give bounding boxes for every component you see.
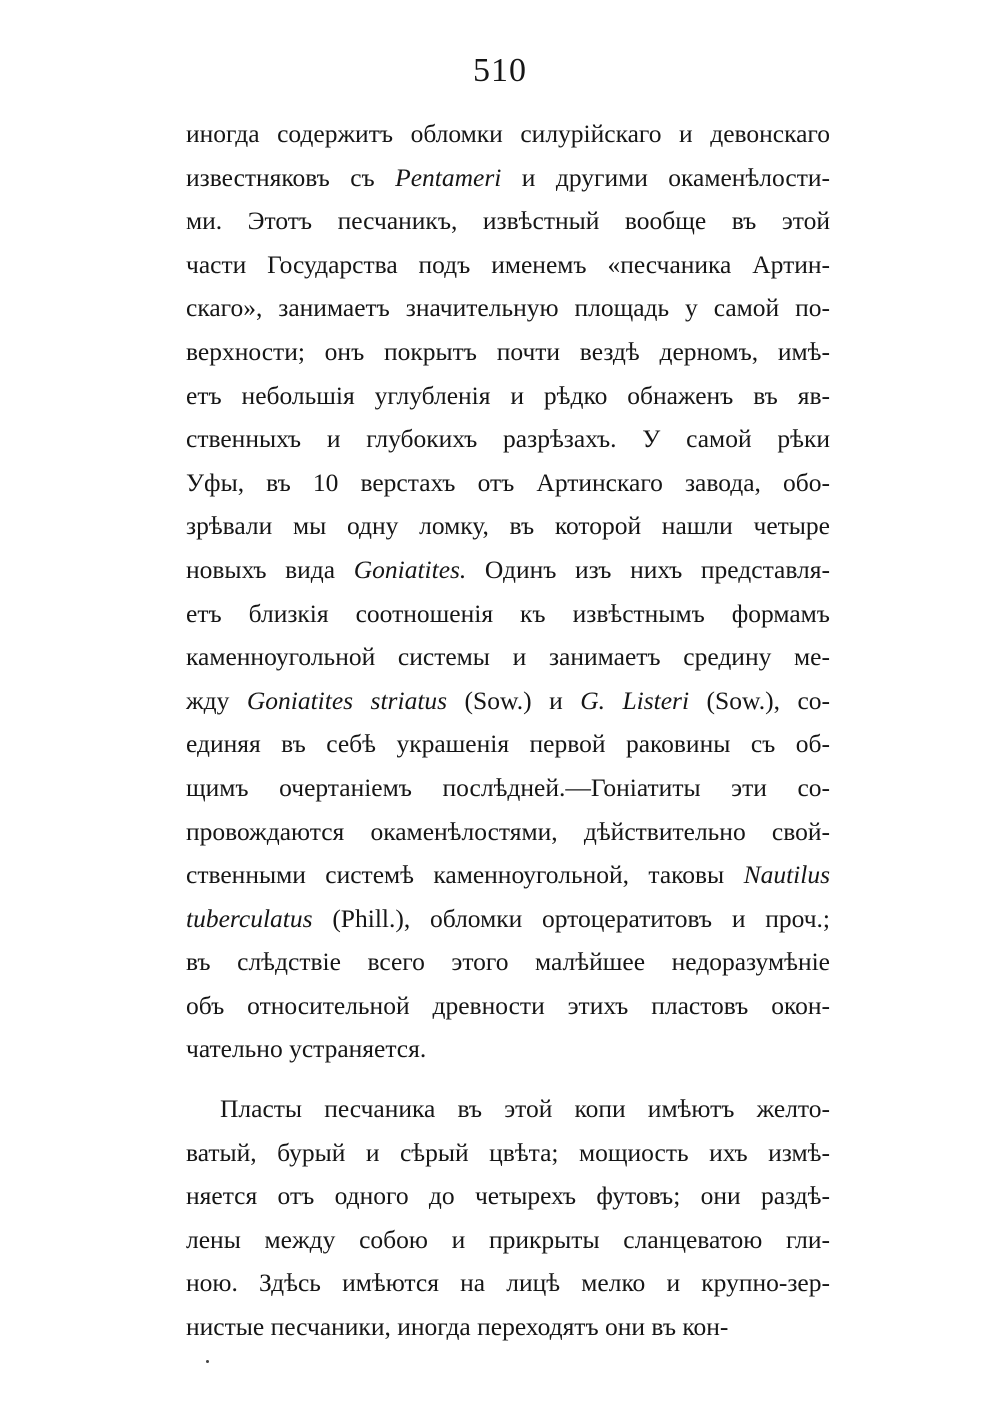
- text-run: иногда содержитъ обломки силурійскаго и девонскаго: [186, 119, 830, 148]
- text-line: [186, 1218, 830, 1262]
- text-run: ватый, бурый и сѣрый цвѣта; мощиость ихъ измѣ-: [186, 1137, 830, 1167]
- text-line: [186, 112, 830, 156]
- text-run: ною. Здѣсь имѣются на лицѣ мелко и крупно-зер-: [186, 1268, 830, 1298]
- text-run: скаго», занимаетъ значительную площадь у самой по-: [186, 293, 830, 323]
- italic-term: tuberculatus: [186, 903, 313, 933]
- text-line: [186, 853, 830, 897]
- text-run: Уфы, въ 10 верстахъ отъ Артинскаго завода, обо-: [186, 467, 830, 497]
- text-line: [186, 1174, 830, 1218]
- text-line: [186, 243, 830, 287]
- italic-term: G. Listeri: [580, 685, 690, 715]
- text-run: етъ небольшія углубленія и рѣдко обнаженъ въ яв-: [186, 380, 830, 410]
- text-run: (Sow.) и: [447, 685, 581, 715]
- text-run: лены между собою и прикрыты сланцеватою гли-: [186, 1224, 830, 1254]
- text-line: [186, 1261, 830, 1305]
- text-line: [186, 1087, 830, 1131]
- text-run: известняковъ съ: [186, 162, 396, 192]
- text-line: [186, 1305, 830, 1349]
- text-run: нистые песчаники, иногда переходятъ они въ кон-: [186, 1312, 729, 1342]
- text-line: [186, 635, 830, 679]
- text-line: [186, 984, 830, 1028]
- text-run: объ относительной древности этихъ пластовъ окон-: [186, 990, 830, 1020]
- text-run: верхности; онъ покрытъ почти вездѣ дерномъ, имѣ-: [186, 336, 830, 366]
- text-run: единяя въ себѣ украшенія первой раковины съ об-: [186, 729, 830, 759]
- text-line: [186, 156, 830, 200]
- text-run: ственныхъ и глубокихъ разрѣзахъ. У самой рѣки: [186, 424, 830, 454]
- text-run: Пласты песчаника въ этой копи имѣютъ желто-: [220, 1094, 830, 1124]
- text-run: (Sow.), со-: [689, 685, 831, 715]
- text-line: [186, 504, 830, 548]
- text-run: каменноугольной системы и занимаетъ средину ме-: [186, 642, 830, 672]
- text-run: жду: [186, 685, 247, 715]
- text-line: [186, 374, 830, 418]
- text-run: няется отъ одного до четырехъ футовъ; они раздѣ-: [186, 1181, 830, 1211]
- print-speck: [206, 1360, 209, 1363]
- text-run: (Phill.), обломки ортоцератитовъ и проч.;: [312, 903, 830, 933]
- text-line: [186, 722, 830, 766]
- text-line: [186, 679, 830, 723]
- text-line: [186, 286, 830, 330]
- text-line: [186, 810, 830, 854]
- text-line: [186, 940, 830, 984]
- text-line: [186, 417, 830, 461]
- paragraph: [186, 112, 830, 1071]
- text-line: [186, 897, 830, 941]
- paragraph: [186, 1087, 830, 1349]
- text-run: ственными системѣ каменноугольной, таковы: [186, 860, 744, 890]
- text-run: етъ близкія соотношенія къ извѣстнымъ формамъ: [186, 598, 830, 628]
- body-text: [186, 112, 830, 1349]
- text-line: [186, 330, 830, 374]
- text-run: чательно устраняется.: [186, 1034, 427, 1064]
- text-run: части Государства подъ именемъ «песчаника Артин-: [186, 249, 830, 279]
- text-run: ми. Этотъ песчаникъ, извѣстный вообще въ этой: [186, 206, 830, 236]
- italic-term: Pentameri: [395, 162, 502, 192]
- paragraph-gap: [186, 1071, 830, 1087]
- text-line: [186, 199, 830, 243]
- text-line: [186, 1027, 830, 1071]
- text-run: провождаются окаменѣлостями, дѣйствительно свой-: [186, 816, 830, 846]
- text-run: щимъ очертаніемъ послѣдней.—Гоніатиты эти со-: [186, 772, 830, 802]
- italic-term: Goniatites striatus: [246, 685, 448, 715]
- page-number: 510: [473, 52, 527, 89]
- italic-term: Nautilus: [743, 860, 830, 890]
- text-line: [186, 1131, 830, 1175]
- text-run: въ слѣдствіе всего этого малѣйшее недоразумѣніе: [186, 947, 830, 977]
- text-line: [186, 766, 830, 810]
- text-run: зрѣвали мы одну ломку, въ которой нашли четыре: [186, 511, 830, 541]
- text-run: новыхъ вида: [186, 554, 354, 584]
- text-line: [186, 461, 830, 505]
- text-line: [186, 548, 830, 592]
- text-run: и другими окаменѣлости-: [501, 162, 831, 192]
- text-run: Одинъ изъ нихъ представля-: [466, 554, 830, 584]
- text-line: [186, 592, 830, 636]
- italic-term: Goniatites.: [353, 554, 467, 584]
